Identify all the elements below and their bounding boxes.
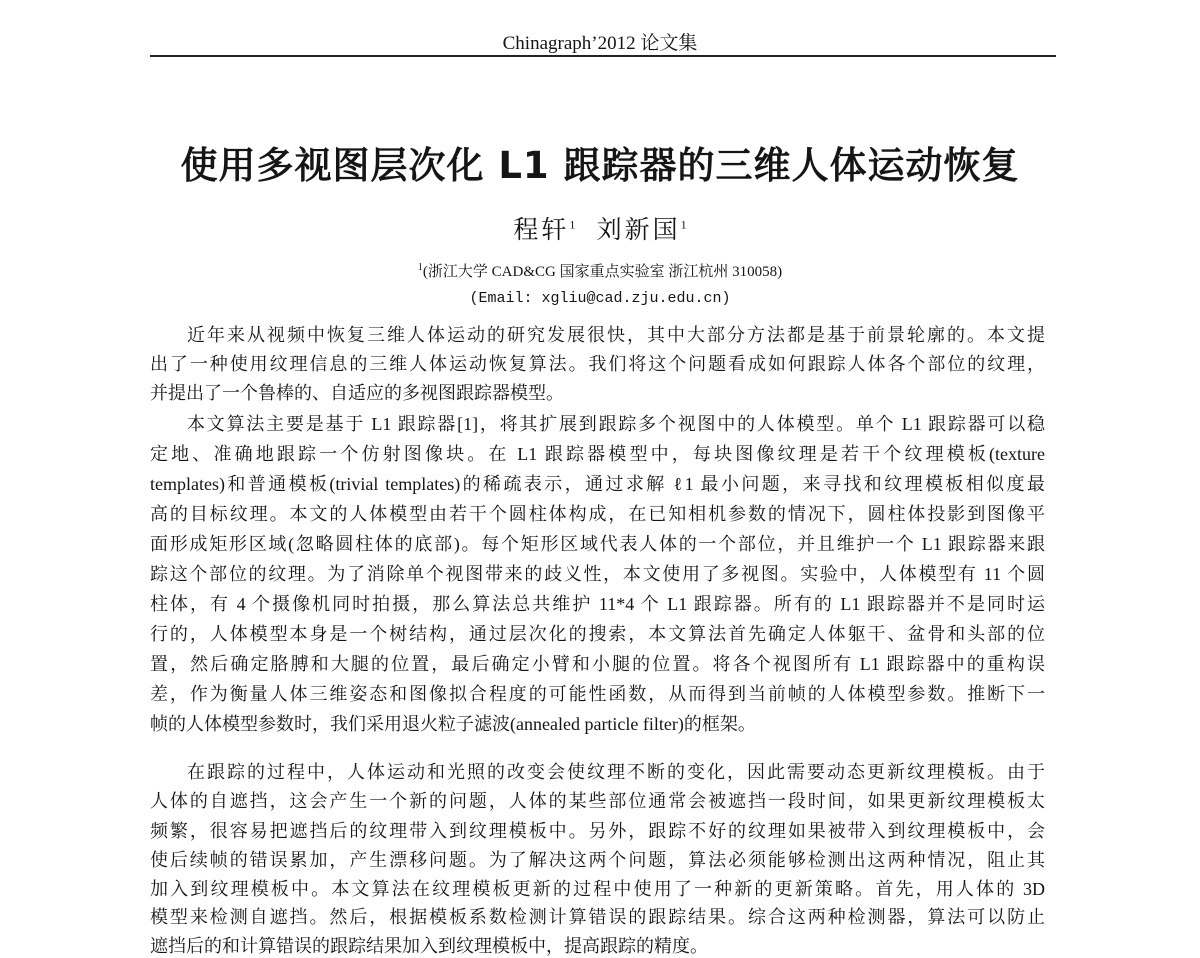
body-line: 使后续帧的错误累加，产生漂移问题。为了解决这两个问题，算法必须能够检测出这两种情况，阻止其 bbox=[150, 850, 1045, 870]
body-line: 面形成矩形区域(忽略圆柱体的底部)。每个矩形区域代表人体的一个部位，并且维护一个 L1 跟踪器来跟 bbox=[150, 534, 1045, 554]
author-name: 刘新国 bbox=[596, 217, 681, 244]
body-line: 模型来检测自遮挡。然后，根据模板系数检测计算错误的跟踪结果。综合这两种检测器，算法可以防止 bbox=[150, 907, 1045, 927]
email: (Email: xgliu@cad.zju.edu.cn) bbox=[469, 290, 731, 307]
body-line: 并提出了一个鲁棒的、自适应的多视图跟踪器模型。 bbox=[150, 383, 564, 403]
affiliation-mark: 1 bbox=[680, 217, 687, 232]
body-line: 出了一种使用纹理信息的三维人体运动恢复算法。我们将这个问题看成如何跟踪人体各个部位的纹理， bbox=[150, 354, 1045, 374]
body-line: 高的目标纹理。本文的人体模型由若干个圆柱体构成，在已知相机参数的情况下，圆柱体投影到图像平 bbox=[150, 504, 1045, 524]
affiliation-mark: 1 bbox=[417, 262, 423, 273]
body-line: 帧的人体模型参数时，我们采用退火粒子滤波(annealed particle filter)的框架。 bbox=[150, 714, 756, 734]
body-line: 行的，人体模型本身是一个树结构，通过层次化的搜索，本文算法首先确定人体躯干、盆骨和头部的位 bbox=[150, 624, 1045, 644]
body-line: 差，作为衡量人体三维姿态和图像拟合程度的可能性函数，从而得到当前帧的人体模型参数。推断下一 bbox=[150, 684, 1045, 704]
body-line: 遮挡后的和计算错误的跟踪结果加入到纹理模板中，提高跟踪的精度。 bbox=[150, 936, 708, 956]
body-line: 置，然后确定胳膊和大腿的位置，最后确定小臂和小腿的位置。将各个视图所有 L1 跟踪器中的重构误 bbox=[150, 654, 1045, 674]
affiliation bbox=[0, 260, 1200, 281]
body-line: 人体的自遮挡，这会产生一个新的问题，人体的某些部位通常会被遮挡一段时间，如果更新纹理模板太 bbox=[150, 791, 1045, 811]
body-line: 定地、准确地跟踪一个仿射图像块。在 L1 跟踪器模型中，每块图像纹理是若干个纹理模板(texture bbox=[150, 444, 1045, 464]
body-line: 柱体，有 4 个摄像机同时拍摄，那么算法总共维护 11*4 个 L1 跟踪器。所有的 L1 跟踪器并不是同时运 bbox=[150, 594, 1045, 614]
body-line: 踪这个部位的纹理。为了消除单个视图带来的歧义性，本文使用了多视图。实验中，人体模型有 11 个圆 bbox=[150, 564, 1045, 584]
body-line: 本文算法主要是基于 L1 跟踪器[1]，将其扩展到跟踪多个视图中的人体模型。单个 L1 跟踪器可以稳 bbox=[187, 414, 1045, 434]
author bbox=[513, 217, 575, 244]
paper-title: 使用多视图层次化 L1 跟踪器的三维人体运动恢复 bbox=[180, 144, 1020, 187]
author-name: 程轩 bbox=[513, 217, 570, 244]
body-line: templates)和普通模板(trivial templates)的稀疏表示，通过求解 ℓ1 最小问题，来寻找和纹理模板相似度最 bbox=[150, 474, 1045, 494]
header-rule bbox=[150, 55, 1056, 57]
body-line: 加入到纹理模板中。本文算法在纹理模板更新的过程中使用了一种新的更新策略。首先，用人体的 3D bbox=[150, 879, 1045, 899]
affiliation-mark: 1 bbox=[569, 217, 576, 232]
body-line: 频繁，很容易把遮挡后的纹理带入到纹理模板中。另外，跟踪不好的纹理如果被带入到纹理模板中，会 bbox=[150, 821, 1045, 841]
running-head: Chinagraph’2012 论文集 bbox=[502, 33, 698, 54]
affiliation-text: (浙江大学 CAD&CG 国家重点实验室 浙江杭州 310058) bbox=[422, 264, 783, 280]
body-line: 在跟踪的过程中，人体运动和光照的改变会使纹理不断的变化，因此需要动态更新纹理模板。由于 bbox=[187, 762, 1045, 782]
author-list bbox=[0, 210, 1200, 246]
author bbox=[597, 217, 687, 244]
body-line: 近年来从视频中恢复三维人体运动的研究发展很快，其中大部分方法都是基于前景轮廓的。本文提 bbox=[187, 325, 1045, 345]
